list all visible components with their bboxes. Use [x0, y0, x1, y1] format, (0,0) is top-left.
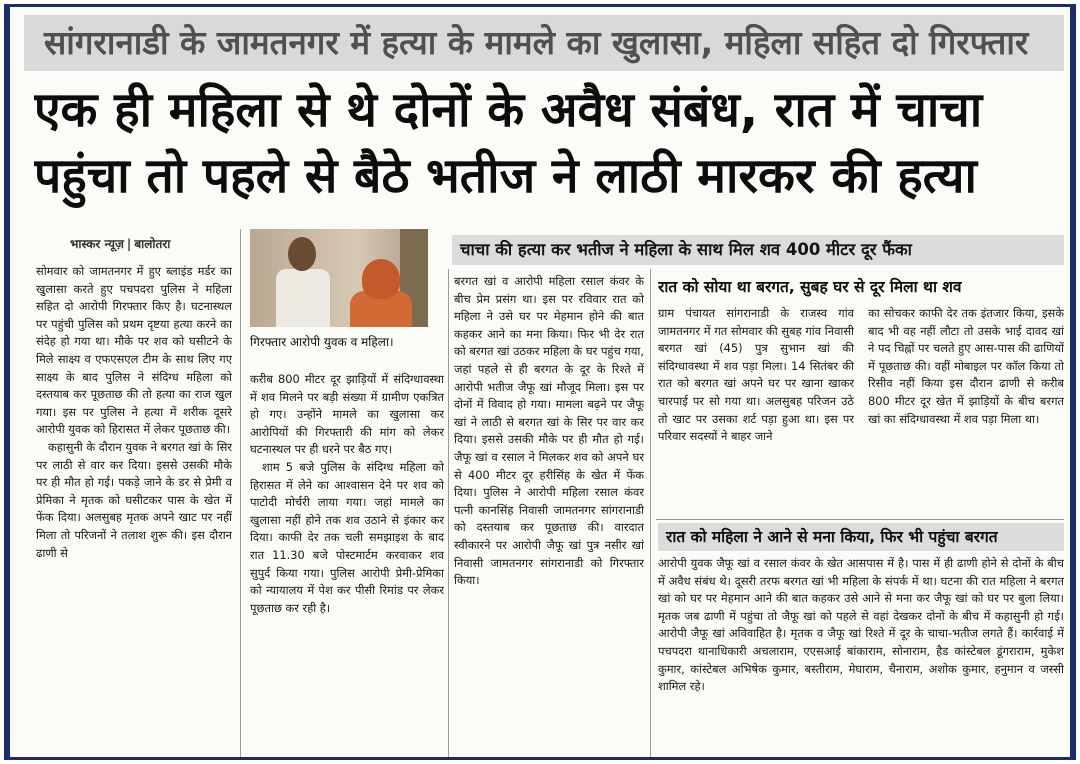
- headline-line-2: पहुंचा तो पहले से बैठे भतीज ने लाठी मारकर की हत्या: [34, 148, 977, 204]
- accused-photo: [250, 229, 428, 327]
- photo-caption: गिरफ्तार आरोपी युवक व महिला।: [250, 335, 394, 349]
- sub-heading-night: रात को सोया था बरगत, सुबह घर से दूर मिला था शव: [658, 278, 962, 296]
- sub-heading-refused: रात को महिला ने आने से मना किया, फिर भी पहुंचा बरगत: [658, 523, 1064, 551]
- column-5-paragraph-1: का सोचकर काफी देर तक इंतजार किया, इसके बाद भी वह नहीं लौटा तो उसके भाई दावद खां ने पद चिह्नों पर चलते हुए आस-पास की ढाणियों में पूछताछ की। वहीं मोबाइल पर कॉल किया तो रिसीव नहीं किया इस दौरान ढाणी से करीब 800 मीटर दूर खेत में झाड़ियों के बीच बरगत खां का संदिग्धावस्था में शव पड़ा मिला था।: [868, 306, 1064, 426]
- column-2-paragraph-1: करीब 800 मीटर दूर झाड़ियों में संदिग्धावस्था में शव मिलने पर बड़ी संख्या में ग्रामीण एकत्रित हो गए। उन्होंने मामले का खुलासा कर आरोपियों की गिरफ्तारी की मांग को लेकर घटनास्थल पर ही धरने पर बैठ गए।: [250, 372, 444, 457]
- column-divider-2: [448, 269, 449, 757]
- article-column-5: [868, 305, 1064, 517]
- column-divider-1: [240, 229, 241, 757]
- article-column-3: [454, 273, 644, 757]
- main-headline: [34, 77, 1064, 209]
- photo-man-body: [276, 269, 330, 327]
- column-1-paragraph-2: कहासुनी के दौरान युवक ने बरगत खां के सिर पर लाठी से वार कर दिया। इससे उसकी मौके पर ही मौत हो गई। पकड़े जाने के डर से प्रेमी व प्रेमिका ने मृतक को घसीटकर पास के खेत में फेंक दिया। अलसुबह मृतक अपने खाट पर नहीं मिला तो परिजनों ने तलाश शुरू की। इस दौरान ढाणी से: [36, 439, 232, 560]
- article-column-2: [250, 371, 444, 757]
- byline-separator: |: [126, 237, 132, 251]
- byline: [70, 235, 170, 252]
- byline-agency: भास्कर न्यूज़: [70, 237, 124, 251]
- article-column-4: [658, 305, 854, 517]
- column-divider-3: [650, 269, 651, 757]
- newspaper-clipping: [4, 4, 1076, 760]
- article-column-1: [36, 263, 232, 757]
- article-column-6: [658, 555, 1064, 757]
- column-2-paragraph-2: शाम 5 बजे पुलिस के संदिग्ध महिला को हिरासत में लेने का आश्वासन देने पर शव को पाटोदी मोर्चरी लाया गया। जहां मामले का खुलासा नहीं होने तक शव उठाने से इंकार कर दिया। काफी देर तक चली समझाइश के बाद रात 11.30 बजे पोस्टमार्टम करवाकर शव सुपुर्द किया गया। पुलिस आरोपी प्रेमी-प्रेमिका को न्यायालय में पेश कर पीसी रिमांड पर लेकर पूछताछ कर रही है।: [250, 459, 444, 615]
- kicker-headline: सांगरानाडी के जामतनगर में हत्या के मामले का खुलासा, महिला सहित दो गिरफ्तार: [24, 15, 1064, 71]
- section-divider: [656, 519, 1064, 520]
- headline-line-1: एक ही महिला से थे दोनों के अवैध संबंध, रात में चाचा: [34, 82, 983, 138]
- column-1-paragraph-1: सोमवार को जामतनगर में हुए ब्लाइंड मर्डर का खुलासा करते हुए पचपदरा पुलिस ने महिला सहित दो आरोपी गिरफ्तार किए है। घटनास्थल पर पहुंची पुलिस को प्रथम दृष्टया हत्या करने का संदेह हो गया था। मौके पर शव को घसीटने के मिले साक्ष्य व एफएसएल टीम के साथ लिए गए साक्ष्य के बाद पुलिस ने संदिग्ध महिला को दस्तयाब कर पूछताछ की तो हत्या का राज खुल गया। इस पर पुलिस ने हत्या में शरीक दूसरे आरोपी युवक को हिरासत में लेकर पूछताछ की।: [36, 264, 232, 437]
- photo-man-head: [288, 237, 316, 271]
- column-4-paragraph-1: ग्राम पंचायत सांगरानाडी के राजस्व गांव जामतनगर में गत सोमवार की सुबह गांव निवासी बरगत खां (45) पुत्र सुभान खां की संदिग्धावस्था में शव पड़ा मिला। 14 सितंबर की रात को बरगत खां अपने घर पर खाना खाकर चारपाई पर सो गया था। अलसुबह परिजन उठे तो खाट पर उसका शर्ट पड़ा हुआ था। इस पर परिवार सदस्यों ने बाहर जाने: [658, 306, 854, 444]
- byline-place: बालोतरा: [134, 237, 171, 251]
- column-3-paragraph-1: बरगत खां व आरोपी महिला रसाल कंवर के बीच प्रेम प्रसंग था। इस पर रविवार रात को महिला ने उसे घर पर मेहमान होने की बात कहकर आने का मना किया। फिर भी देर रात को बरगत खां उठकर महिला के घर पहुंच गया, जहां पहले से ही बरगत के दूर के रिश्ते में आरोपी भतीज जैफू खां मौजूद मिला। इस पर दोनों में विवाद हो गया। मामला बढ़ने पर जैफू खां ने लाठी से बरगत खां के सिर पर वार कर दिया। इससे उसकी मौके पर ही मौत हो गई। जैफू खां व रसाल ने मिलकर शव को अपने घर से 400 मीटर दूर हरीसिंह के खेत में फेंक दिया। पुलिस ने आरोपी महिला रसाल कंवर पत्नी कानसिंह निवासी जामतनगर सांगरानाडी को दस्तयाब कर पूछताछ की। वारदात स्वीकारने पर आरोपी जैफू खां पुत्र नसीर खां निवासी जामतनगर सांगरानाडी को गिरफ्तार किया।: [454, 274, 644, 588]
- column-6-paragraph-1: आरोपी युवक जैफू खां व रसाल कंवर के खेत आसपास में है। पास में ही ढाणी होने से दोनों के बीच में अवैध संबंध थे। दूसरी तरफ बरगत खां भी महिला के संपर्क में था। घटना की रात महिला ने बरगत खां को घर पर मेहमान आने की बात कहकर उसे आने से मना कर जैफू खां को घर पर बुला लिया। मृतक जब ढाणी में पहुंचा तो जैफू खां को पहले से वहां देखकर दोनों के बीच में कहासुनी हो गई। आरोपी जैफू खां अविवाहित है। मृतक व जैफू खां रिश्ते में दूर के चाचा-भतीज लगते हैं। कार्रवाई में पचपदरा थानाधिकारी अचलाराम, एएसआई बांकाराम, सोनाराम, हैड कांस्टेबल डूंगराराम, मुकेश कुमार, कांस्टेबल अभिषेक कुमार, बस्तीराम, मेघाराम, चैनाराम, अशोक कुमार, हनुमान व जस्सी शामिल रहे।: [658, 556, 1064, 694]
- photo-woman-head: [362, 259, 400, 299]
- sub-headline-banner: चाचा की हत्या कर भतीज ने महिला के साथ मिल शव 400 मीटर दूर फैंका: [452, 235, 1064, 265]
